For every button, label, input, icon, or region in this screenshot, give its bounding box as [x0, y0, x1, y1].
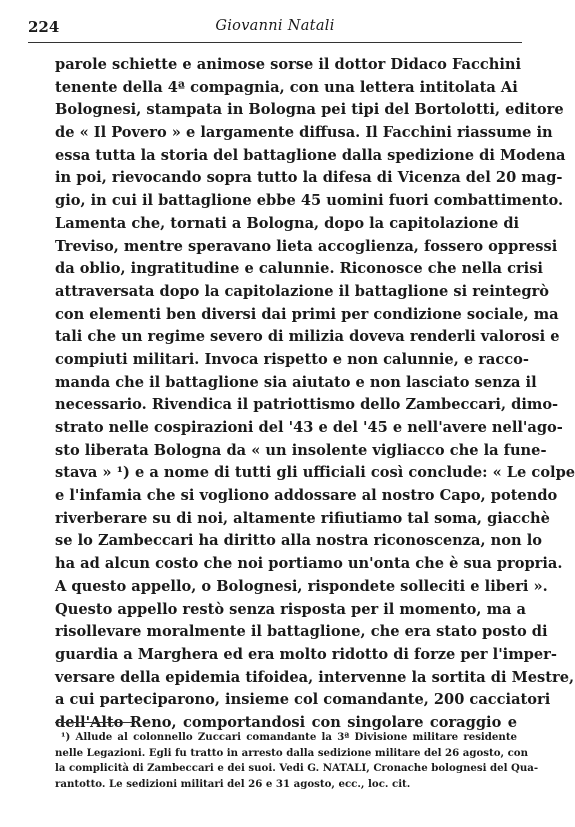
footnote-line: ¹) Allude al colonnello Zuccari comandante la 3ª Divisione militare residente [61, 731, 517, 743]
text-line: risollevare moralmente il battaglione, che era stato posto di [55, 623, 548, 641]
text-line: guardia a Marghera ed era molto ridotto di forze per l'imper- [55, 645, 557, 663]
text-line: tali che un regime severo di milizia doveva renderli valorosi e [55, 328, 560, 346]
header-rule [28, 42, 522, 43]
text-line: versare della epidemia tifoidea, intervenne la sortita di Mestre, [55, 668, 575, 686]
footnote-line: rantotto. Le sedizioni militari del 26 e 31 agosto, ecc., loc. cit. [55, 777, 411, 790]
text-line: parole schiette e animose sorse il dottor Didaco Facchini [55, 56, 522, 73]
text-line: Lamenta che, tornati a Bologna, dopo la capitolazione di [55, 214, 520, 232]
running-title: Giovanni Natali [215, 18, 335, 34]
text-line: strato nelle cospirazioni del '43 e del '45 e nell'avere nell'ago- [55, 419, 563, 436]
page-number: 224 [28, 18, 60, 36]
text-line: essa tutta la storia del battaglione dalla spedizione di Modena [55, 146, 566, 164]
text-line: tenente della 4ª compagnia, con una lettera intitolata Ai [55, 78, 518, 96]
text-line: a cui parteciparono, insieme col comandante, 200 cacciatori [55, 691, 551, 709]
text-line: riverberare su di noi, altamente rifiutiamo tal soma, giacchè [55, 509, 550, 527]
text-line: ha ad alcun costo che noi portiamo un'onta che è sua propria. [55, 555, 563, 573]
text-line: necessario. Rivendica il patriottismo dello Zambeccari, dimo- [55, 396, 559, 414]
text-line: manda che il battaglione sia aiutato e non lasciato senza il [55, 373, 537, 391]
text-line: stava » ¹) e a nome di tutti gli ufficiali così conclude: « Le colpe [55, 464, 575, 482]
footnote-line: nelle Legazioni. Egli fu tratto in arresto dalla sedizione militare del 26 agosto, con [55, 746, 529, 759]
text-line: con elementi ben diversi dai primi per condizione sociale, ma [55, 305, 559, 323]
body-text [55, 54, 575, 735]
text-line: Questo appello restò senza risposta per il momento, ma a [55, 600, 527, 618]
text-line: de « Il Povero » e largamente diffusa. Il Facchini riassume in [55, 124, 553, 142]
text-line: gio, in cui il battaglione ebbe 45 uomini fuori combattimento. [55, 192, 564, 210]
text-line: dell'Alto Reno, comportandosi con singolare coraggio e [55, 713, 517, 731]
text-line: se lo Zambeccari ha diritto alla nostra riconoscenza, non lo [55, 532, 542, 550]
text-line: da oblio, ingratitudine e calunnie. Riconosce che nella crisi [55, 260, 543, 278]
footnote-line: la complicità di Zambeccari e dei suoi. Vedi G. NATALI, Cronache bolognesi del Qua- [55, 762, 539, 774]
footnote-rule [55, 722, 135, 723]
text-line: in poi, rievocando sopra tutto la difesa di Vicenza del 20 mag- [55, 169, 563, 187]
text-line: A questo appello, o Bolognesi, rispondete solleciti e liberi ». [55, 577, 548, 595]
text-line: Bolognesi, stampata in Bologna pei tipi del Bortolotti, editore [55, 101, 564, 119]
text-line: attraversata dopo la capitolazione il battaglione si reintegrò [55, 282, 550, 300]
footnotes [55, 730, 539, 792]
text-line: compiuti militari. Invoca rispetto e non calunnie, e racco- [55, 350, 529, 368]
text-line: sto liberata Bologna da « un insolente vigliacco che la fune- [55, 441, 547, 459]
page-header [28, 18, 522, 40]
text-line: Treviso, mentre speravano lieta accoglienza, fossero oppressi [55, 237, 558, 255]
text-line: e l'infamia che si vogliono addossare al nostro Capo, potendo [55, 487, 558, 505]
